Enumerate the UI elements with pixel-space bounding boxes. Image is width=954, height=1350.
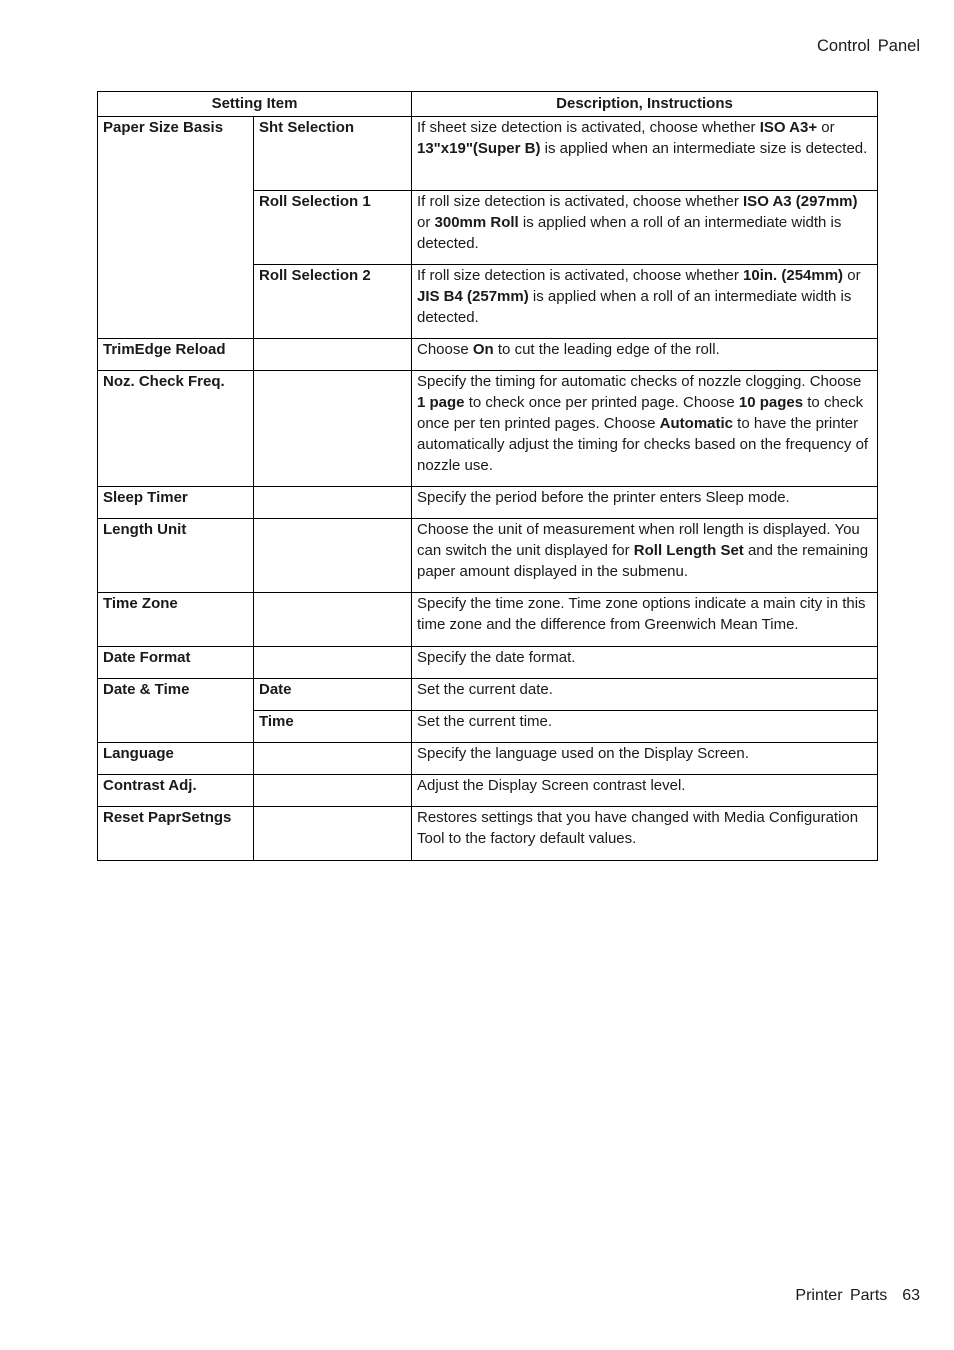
table-row <box>98 647 878 679</box>
table-body <box>98 117 878 861</box>
description-keyword: JIS B4 (257mm) <box>417 288 529 305</box>
sub-item-cell <box>254 371 412 487</box>
settings-table <box>97 91 878 861</box>
description-keyword: Automatic <box>659 415 734 432</box>
description-text: to cut the leading edge of the roll. <box>493 341 720 358</box>
table-row <box>98 371 878 487</box>
setting-item-cell: Date & Time <box>98 679 254 743</box>
description-text: or <box>417 214 435 231</box>
table-row <box>98 743 878 775</box>
table-row <box>98 487 878 519</box>
description-text: If sheet size detection is activated, choose whether <box>417 119 760 136</box>
description-text: is applied when an intermediate size is detected. <box>540 140 868 157</box>
description-text: Specify the period before the printer enters Sleep mode. <box>417 489 790 506</box>
sub-item-cell <box>254 593 412 647</box>
description-keyword: ISO A3 (297mm) <box>743 193 858 210</box>
sub-item-cell: Roll Selection 1 <box>254 191 412 265</box>
description-keyword: 10in. (254mm) <box>743 267 844 284</box>
setting-item-cell: Language <box>98 743 254 775</box>
table-row <box>98 339 878 371</box>
description-cell <box>412 679 878 711</box>
setting-item-cell: Reset PaprSetngs <box>98 807 254 861</box>
table-row <box>98 679 878 711</box>
description-cell <box>412 191 878 265</box>
header-setting-item: Setting Item <box>98 92 412 117</box>
description-text: Choose <box>417 341 473 358</box>
description-cell <box>412 519 878 593</box>
sub-item-cell: Time <box>254 711 412 743</box>
table-row <box>98 807 878 861</box>
description-text: to check once per ten printed pages. Choose <box>417 394 864 432</box>
description-text: is applied when a roll of an intermediate width is detected. <box>417 214 842 252</box>
description-text: Choose the unit of measurement when roll length is displayed. You can switch the unit displayed for <box>417 521 860 559</box>
description-text: and the remaining paper amount displayed in the submenu. <box>417 542 869 580</box>
description-text: If roll size detection is activated, choose whether <box>417 267 744 284</box>
description-text: to check once per printed page. Choose <box>464 394 739 411</box>
running-footer <box>795 1287 920 1305</box>
description-cell <box>412 743 878 775</box>
sub-item-cell <box>254 743 412 775</box>
page-number: 63 <box>902 1287 920 1304</box>
description-keyword: 10 pages <box>738 394 804 411</box>
sub-item-cell: Sht Selection <box>254 117 412 191</box>
sub-item-cell <box>254 487 412 519</box>
setting-item-cell: Noz. Check Freq. <box>98 371 254 487</box>
setting-item-cell: Length Unit <box>98 519 254 593</box>
setting-item-cell: Paper Size Basis <box>98 117 254 339</box>
setting-item-cell: Date Format <box>98 647 254 679</box>
footer-chapter: Printer Parts <box>795 1287 888 1304</box>
sub-item-cell <box>254 647 412 679</box>
description-cell <box>412 593 878 647</box>
sub-item-cell: Roll Selection 2 <box>254 265 412 339</box>
sub-item-cell <box>254 775 412 807</box>
description-keyword: On <box>472 341 494 358</box>
sub-item-cell <box>254 339 412 371</box>
running-header: Control Panel <box>817 37 920 55</box>
description-text: Specify the date format. <box>417 649 576 666</box>
description-cell <box>412 807 878 861</box>
table-row <box>98 117 878 191</box>
table-row <box>98 775 878 807</box>
description-text: Set the current date. <box>417 681 553 698</box>
description-text: or <box>843 267 861 284</box>
setting-item-cell: Sleep Timer <box>98 487 254 519</box>
sub-item-cell <box>254 519 412 593</box>
description-text: Specify the timing for automatic checks of nozzle clogging. Choose <box>417 373 862 390</box>
table-header-row <box>98 92 878 117</box>
description-cell <box>412 711 878 743</box>
table-row <box>98 593 878 647</box>
description-keyword: 13"x19"(Super B) <box>417 140 541 157</box>
description-cell <box>412 339 878 371</box>
description-text: Specify the time zone. Time zone options indicate a main city in this time zone and the difference from Greenwich Mean Time. <box>417 595 866 633</box>
description-keyword: ISO A3+ <box>759 119 818 136</box>
description-text: or <box>817 119 835 136</box>
description-text: is applied when a roll of an intermediate width is detected. <box>417 288 852 326</box>
description-text: Restores settings that you have changed with Media Configuration Tool to the factory default values. <box>417 809 859 847</box>
description-keyword: Roll Length Set <box>633 542 744 559</box>
description-cell <box>412 265 878 339</box>
description-text: Set the current time. <box>417 713 553 730</box>
setting-item-cell: Time Zone <box>98 593 254 647</box>
table-row <box>98 519 878 593</box>
description-cell <box>412 117 878 191</box>
description-cell <box>412 647 878 679</box>
description-text: Specify the language used on the Display Screen. <box>417 745 749 762</box>
setting-item-cell: TrimEdge Reload <box>98 339 254 371</box>
description-text: Adjust the Display Screen contrast level. <box>417 777 686 794</box>
header-description: Description, Instructions <box>412 92 878 117</box>
sub-item-cell <box>254 807 412 861</box>
description-text: to have the printer automatically adjust the timing for checks based on the frequency of nozzle use. <box>417 415 869 474</box>
description-cell <box>412 487 878 519</box>
description-keyword: 1 page <box>417 394 465 411</box>
description-text: If roll size detection is activated, choose whether <box>417 193 744 210</box>
setting-item-cell: Contrast Adj. <box>98 775 254 807</box>
sub-item-cell: Date <box>254 679 412 711</box>
description-cell <box>412 371 878 487</box>
description-cell <box>412 775 878 807</box>
description-keyword: 300mm Roll <box>434 214 519 231</box>
